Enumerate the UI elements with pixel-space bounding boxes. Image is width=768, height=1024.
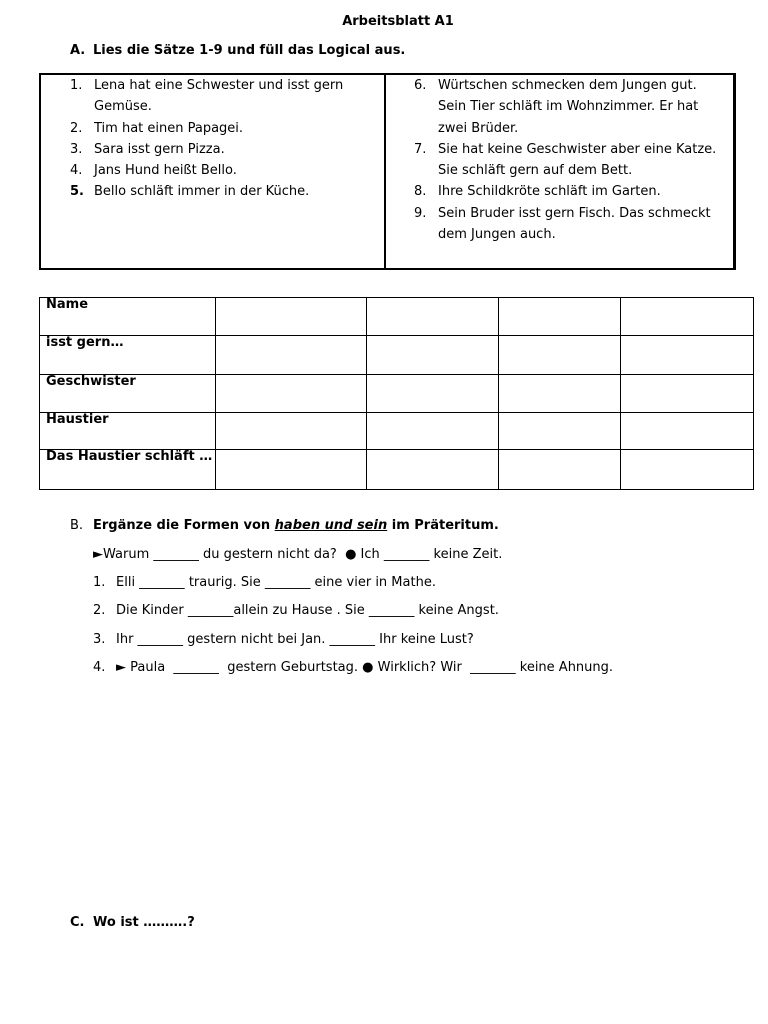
row-label: Das Haustier schläft … bbox=[40, 450, 216, 490]
section-a-title: Lies die Sätze 1-9 und füll das Logical aus. bbox=[93, 43, 406, 58]
exercise-number: 2. bbox=[93, 603, 106, 618]
exercise-line bbox=[93, 575, 436, 591]
example-line: ►Warum _______ du gestern nicht da? ● Ich _______ keine Zeit. bbox=[93, 547, 503, 562]
sentence-item bbox=[70, 75, 370, 118]
section-b-title-emphasis: haben und sein bbox=[274, 518, 388, 533]
row-label: Name bbox=[40, 298, 216, 336]
row-label: Geschwister bbox=[40, 375, 216, 413]
answer-cell[interactable] bbox=[499, 375, 621, 413]
sentence-item bbox=[70, 139, 370, 160]
section-c-heading bbox=[70, 915, 195, 931]
section-a-letter: A. bbox=[70, 43, 86, 58]
section-b-title-suffix: im Präteritum. bbox=[387, 518, 499, 533]
answer-cell[interactable] bbox=[621, 450, 754, 490]
exercise-text: ► Paula _______ gestern Geburtstag. ● Wirklich? Wir _______ keine Ahnung. bbox=[116, 660, 614, 675]
sentence-number: 4. bbox=[70, 163, 83, 179]
answer-cell[interactable] bbox=[216, 298, 367, 336]
exercise-number: 3. bbox=[93, 632, 106, 647]
sentence-item bbox=[414, 139, 724, 182]
answer-cell[interactable] bbox=[621, 336, 754, 375]
answer-cell[interactable] bbox=[621, 375, 754, 413]
answer-cell[interactable] bbox=[499, 450, 621, 490]
exercise-number: 1. bbox=[93, 575, 106, 590]
answer-cell[interactable] bbox=[216, 375, 367, 413]
section-b-letter: B. bbox=[70, 518, 84, 533]
table-row bbox=[40, 336, 754, 375]
sentence-number: 7. bbox=[414, 141, 427, 157]
sentence-number: 6. bbox=[414, 78, 427, 93]
answer-cell[interactable] bbox=[367, 336, 499, 375]
sentence-item bbox=[70, 118, 370, 139]
sentence-number: 8. bbox=[414, 184, 427, 200]
table-row bbox=[40, 413, 754, 450]
answer-cell[interactable] bbox=[367, 298, 499, 336]
exercise-text: Die Kinder _______allein zu Hause . Sie _______ keine Angst. bbox=[116, 603, 499, 618]
sentence-text: Sara isst gern Pizza. bbox=[94, 141, 225, 157]
section-c-letter: C. bbox=[70, 915, 85, 930]
sentence-text: Sein Bruder isst gern Fisch. Das schmeckt dem Jungen auch. bbox=[438, 205, 711, 243]
exercise-line bbox=[93, 660, 613, 676]
sentences-right-column bbox=[414, 75, 724, 245]
sentence-item bbox=[414, 181, 724, 202]
sentence-number: 2. bbox=[70, 120, 83, 136]
sentence-text: Bello schläft immer in der Küche. bbox=[94, 184, 310, 200]
exercise-text: Elli _______ traurig. Sie _______ eine vier in Mathe. bbox=[116, 575, 436, 590]
sentence-item bbox=[70, 181, 370, 202]
sentence-text: Würtschen schmecken dem Jungen gut. Sein Tier schläft im Wohnzimmer. Er hat zwei Brüder. bbox=[438, 78, 699, 136]
exercise-line bbox=[93, 632, 474, 648]
exercise-number: 4. bbox=[93, 660, 106, 675]
answer-cell[interactable] bbox=[367, 375, 499, 413]
answer-cell[interactable] bbox=[216, 413, 367, 450]
section-c-title: Wo ist ……….? bbox=[93, 915, 195, 930]
answer-cell[interactable] bbox=[499, 336, 621, 375]
logical-table bbox=[39, 297, 754, 490]
sentence-text: Lena hat eine Schwester und isst gern Gemüse. bbox=[94, 78, 344, 115]
answer-cell[interactable] bbox=[499, 413, 621, 450]
sentence-text: Ihre Schildkröte schläft im Garten. bbox=[438, 184, 661, 200]
answer-cell[interactable] bbox=[367, 413, 499, 450]
sentence-item bbox=[70, 160, 370, 181]
table-row bbox=[40, 298, 754, 336]
answer-cell[interactable] bbox=[499, 298, 621, 336]
sentence-number: 1. bbox=[70, 78, 83, 93]
sentence-item bbox=[414, 75, 724, 139]
exercise-text: Ihr _______ gestern nicht bei Jan. _______ Ihr keine Lust? bbox=[116, 632, 474, 647]
sentence-text: Tim hat einen Papagei. bbox=[94, 120, 244, 136]
sentence-text: Jans Hund heißt Bello. bbox=[94, 163, 237, 179]
table-row bbox=[40, 375, 754, 413]
row-label: Haustier bbox=[40, 413, 216, 450]
sentences-box bbox=[39, 73, 736, 270]
sentence-number: 9. bbox=[414, 205, 427, 221]
worksheet-title: Arbeitsblatt A1 bbox=[342, 14, 454, 29]
sentences-left-column bbox=[70, 75, 370, 203]
column-divider bbox=[384, 75, 386, 268]
row-label: isst gern… bbox=[40, 336, 216, 375]
section-b-title-prefix: Ergänze die Formen von bbox=[93, 518, 275, 533]
table-row bbox=[40, 450, 754, 490]
section-a-heading bbox=[70, 43, 405, 59]
sentence-item bbox=[414, 203, 724, 246]
answer-cell[interactable] bbox=[216, 450, 367, 490]
exercise-line bbox=[93, 603, 499, 619]
sentence-text: Sie hat keine Geschwister aber eine Katze. Sie schläft gern auf dem Bett. bbox=[438, 141, 717, 179]
sentence-number: 3. bbox=[70, 141, 83, 157]
answer-cell[interactable] bbox=[216, 336, 367, 375]
answer-cell[interactable] bbox=[367, 450, 499, 490]
section-b-heading bbox=[70, 518, 499, 534]
sentence-number: 5. bbox=[70, 184, 84, 200]
answer-cell[interactable] bbox=[621, 298, 754, 336]
answer-cell[interactable] bbox=[621, 413, 754, 450]
